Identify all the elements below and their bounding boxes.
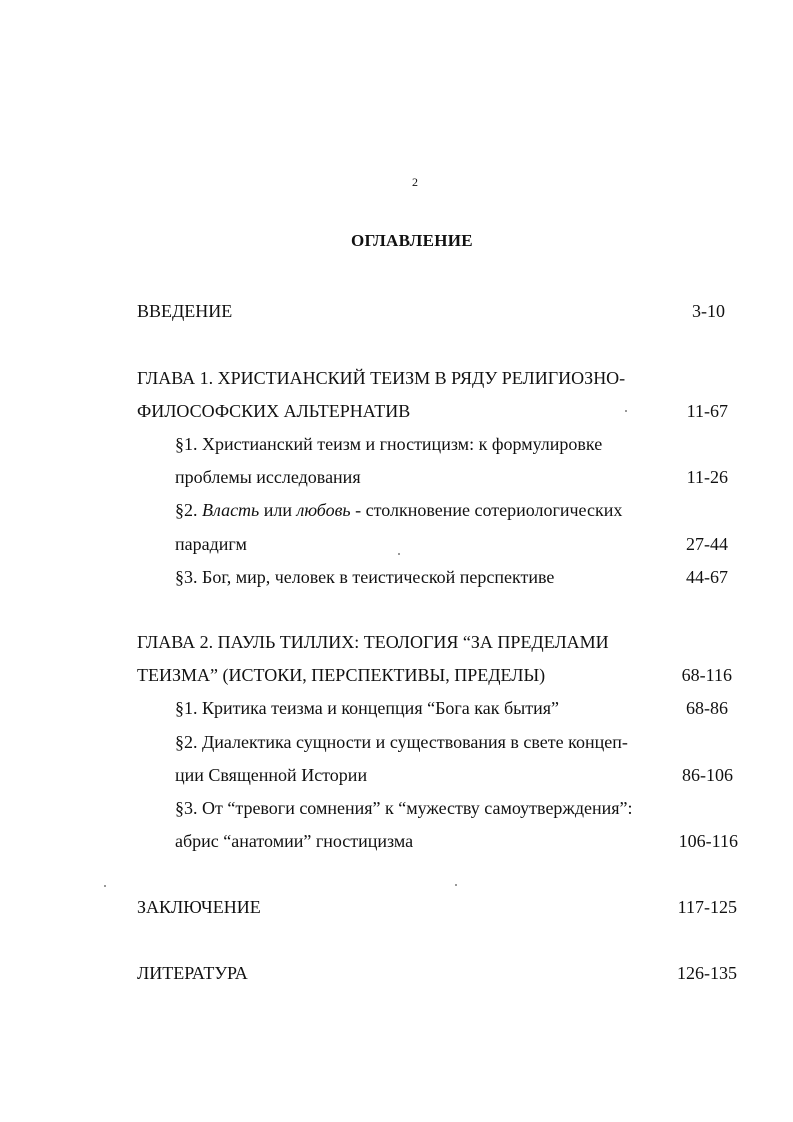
scan-speck (104, 885, 106, 887)
toc-chapter1-pages: 11-67 (686, 401, 728, 421)
toc-ch2-sec2-line1: §2. Диалектика сущности и существования в свете концеп- (175, 732, 628, 752)
toc-ch2-sec3-line2: абрис “анатомии” гностицизма (175, 831, 414, 851)
toc-ch1-sec1-line1: §1. Христианский теизм и гностицизм: к формулировке (175, 434, 603, 454)
toc-ch2-sec1-pages: 68-86 (686, 698, 728, 718)
toc-ch1-sec2-middle: или (259, 500, 297, 520)
toc-literature-label: ЛИТЕРАТУРА (137, 963, 248, 983)
toc-ch1-sec3-line1: §3. Бог, мир, человек в теистической перспективе (175, 567, 555, 587)
page-number: 2 (412, 175, 418, 189)
toc-conclusion-pages: 117-125 (677, 897, 737, 917)
toc-ch1-sec2-italic-power: Власть (202, 500, 260, 520)
toc-ch2-sec2-pages: 86-106 (682, 765, 733, 785)
toc-ch1-sec2-prefix: §2. (175, 500, 202, 520)
toc-chapter2-line2: ТЕИЗМА” (ИСТОКИ, ПЕРСПЕКТИВЫ, ПРЕДЕЛЫ) (137, 665, 546, 685)
toc-conclusion-label: ЗАКЛЮЧЕНИЕ (137, 897, 261, 917)
toc-intro-pages: 3-10 (692, 301, 725, 321)
toc-ch1-sec2-line1 (175, 499, 622, 521)
page-title: ОГЛАВЛЕНИЕ (351, 231, 473, 250)
toc-ch1-sec3-pages: 44-67 (686, 567, 728, 587)
toc-chapter1-line1: ГЛАВА 1. ХРИСТИАНСКИЙ ТЕИЗМ В РЯДУ РЕЛИГИОЗНО- (137, 368, 626, 388)
toc-intro-label: ВВЕДЕНИЕ (137, 301, 233, 321)
toc-chapter1-line2: ФИЛОСОФСКИХ АЛЬТЕРНАТИВ (137, 401, 411, 421)
toc-ch1-sec2-line2: парадигм (175, 534, 247, 554)
toc-ch2-sec2-line2: ции Священной Истории (175, 765, 368, 785)
toc-ch1-sec2-suffix: - столкновение сотериологических (350, 500, 623, 520)
scan-speck (455, 884, 457, 886)
toc-ch1-sec2-pages: 27-44 (686, 534, 728, 554)
toc-ch2-sec3-line1: §3. От “тревоги сомнения” к “мужеству самоутверждения”: (175, 798, 633, 818)
toc-ch2-sec1-line1: §1. Критика теизма и концепция “Бога как бытия” (175, 698, 560, 718)
toc-ch2-sec3-pages: 106-116 (678, 831, 738, 851)
toc-chapter2-line1: ГЛАВА 2. ПАУЛЬ ТИЛЛИХ: ТЕОЛОГИЯ “ЗА ПРЕДЕЛАМИ (137, 632, 609, 652)
toc-chapter2-pages: 68-116 (681, 665, 732, 685)
toc-ch1-sec2-italic-love: любовь (296, 500, 351, 520)
toc-ch1-sec1-line2: проблемы исследования (175, 467, 361, 487)
scan-speck (398, 553, 400, 555)
toc-literature-pages: 126-135 (677, 963, 737, 983)
scan-speck (625, 410, 627, 412)
toc-ch1-sec1-pages: 11-26 (686, 467, 728, 487)
